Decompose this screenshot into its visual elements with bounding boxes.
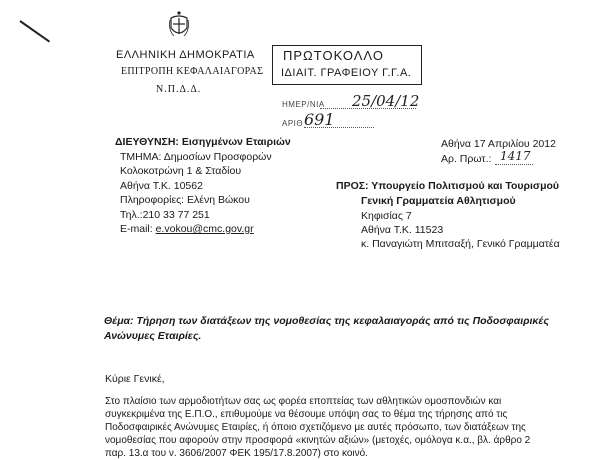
coat-of-arms-icon	[168, 10, 190, 42]
email-link[interactable]: e.vokou@cmc.gov.gr	[155, 223, 254, 235]
sender-phone: Τηλ.:210 33 77 251	[120, 209, 210, 221]
body-line: νομοθεσίας που αφορούν στην προσφορά «κινητών αξιών» (μετοχές, ομόλογα κ.α., βλ. άρθρο 2	[105, 435, 531, 446]
email-label: E-mail:	[120, 223, 153, 235]
body-line: συγκεκριμένα της Ε.Π.Ο., επιθυμούμε να θέσουμε υπόψη σας το θέμα της τήρησης από τις	[105, 409, 508, 420]
body-line: παρ. 13.α του ν. 3606/2007 ΦΕΚ 195/17.8.2007) στο κοινό.	[105, 448, 368, 459]
sender-street: Κολοκοτρώνη 1 & Σταδίου	[120, 165, 242, 177]
recipient-line3: Κηφισίας 7	[361, 210, 412, 222]
sender-department: ΤΜΗΜΑ: Δημοσίων Προσφορών	[120, 151, 272, 163]
stamp-number-label: ΑΡΙΘ	[282, 119, 304, 128]
body-line: Στο πλαίσιο των αρμοδιοτήτων σας ως φορέα εποπτείας των αθλητικών ομοσπονδιών και	[105, 396, 502, 407]
body-line: Ποδοσφαιρικές Ανώνυμες Εταιρίες, ή όποιο σχετιζόμενο με αυτές πρόσωπο, των διατάξεων της	[105, 422, 526, 433]
stamp-number-handwritten: 691	[304, 110, 335, 129]
entity-type: Ν.Π.Δ.Δ.	[156, 84, 202, 95]
country-name: ΕΛΛΗΝΙΚΗ ΔΗΜΟΚΡΑΤΙΑ	[116, 49, 255, 61]
authority-name: ΕΠΙΤΡΟΠΗ ΚΕΦΑΛΑΙΑΓΟΡΑΣ	[121, 66, 264, 77]
subject-line1: Θέμα: Τήρηση των διατάξεων της νομοθεσίας της κεφαλαιαγοράς από τις Ποδοσφαιρικές	[104, 315, 549, 327]
sender-directorate: ΔΙΕΥΘΥΝΣΗ: Εισηγμένων Εταιριών	[115, 136, 291, 148]
stamp-date-label: ΗΜΕΡ/ΝΙΑ	[282, 100, 325, 109]
stamp-date-handwritten: 25/04/12	[352, 92, 420, 110]
body-paragraph	[105, 395, 560, 460]
sender-email-row	[120, 223, 254, 235]
subject-line2: Ανώνυμες Εταιρίες.	[104, 330, 202, 342]
recipient-line5: κ. Παναγιώτη Μπιτσαξή, Γενικό Γραμματέα	[361, 238, 560, 250]
protocol-stamp	[272, 45, 422, 85]
recipient-line1: ΠΡΟΣ: Υπουργείο Πολιτισμού και Τουρισμού	[336, 180, 560, 192]
protocol-number-label: Αρ. Πρωτ.:	[441, 153, 492, 165]
sender-city: Αθήνα Τ.Κ. 10562	[120, 180, 203, 192]
recipient-line2: Γενική Γραμματεία Αθλητισμού	[361, 195, 516, 207]
stamp-office: ΙΔΙΑΙΤ. ΓΡΑΦΕΙΟΥ Γ.Γ.Α.	[281, 67, 412, 79]
sender-info: Πληροφορίες: Ελένη Βώκου	[120, 194, 250, 206]
scan-mark	[19, 20, 50, 42]
stamp-title: ΠΡΩΤΟΚΟΛΛΟ	[283, 48, 384, 63]
salutation: Κύριε Γενικέ,	[105, 373, 165, 385]
recipient-line4: Αθήνα Τ.Κ. 11523	[361, 224, 444, 236]
protocol-number-handwritten: 1417	[500, 149, 531, 163]
place-date: Αθήνα 17 Απριλίου 2012	[441, 138, 556, 150]
